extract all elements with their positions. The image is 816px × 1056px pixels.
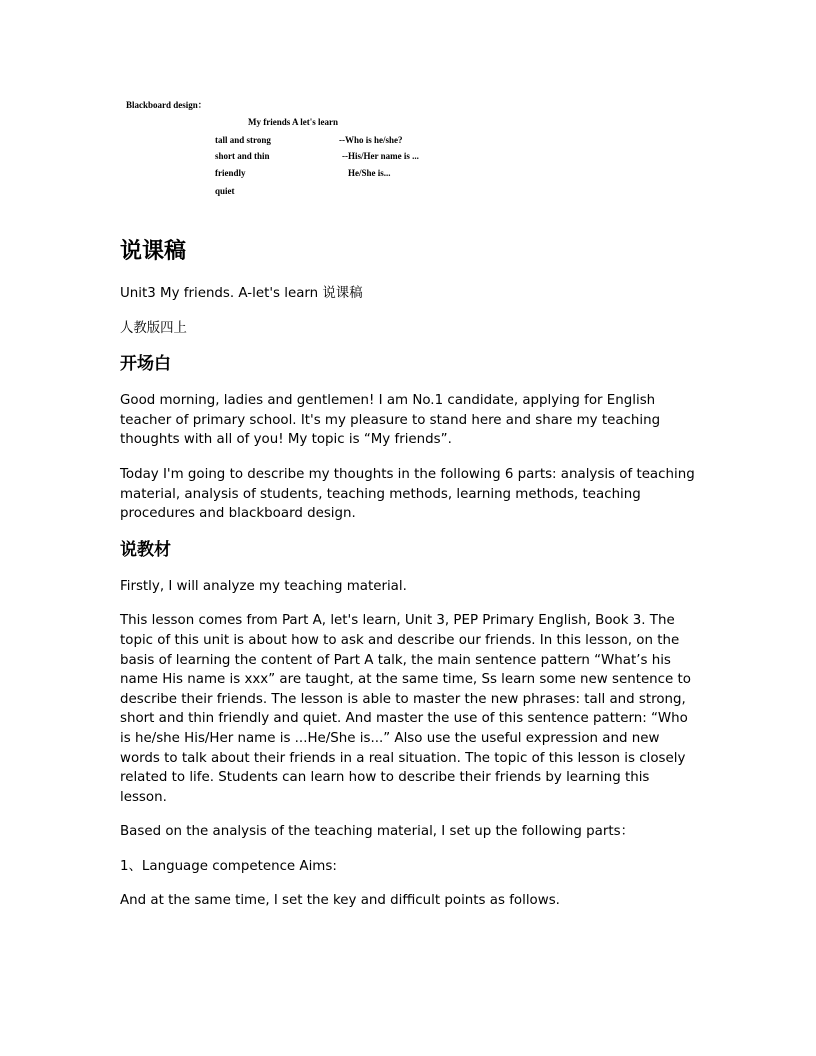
document-title: 说课稿 [120,239,187,264]
paragraph: Today I'm going to describe my thoughts in the following 6 parts: analysis of teaching material, analysis of students, teaching methods, learning methods, teaching procedures and blackboard design. [120,466,695,522]
blackboard-label: Blackboard design： [126,100,207,110]
blackboard-phrase: tall and strong [215,135,271,145]
blackboard-title: My friends A let's learn [248,117,338,127]
paragraph: Based on the analysis of the teaching material, I set up the following parts： [120,824,634,840]
paragraph: Firstly, I will analyze my teaching material. [120,578,407,594]
blackboard-phrase: short and thin [215,151,270,161]
blackboard-sentence: --His/Her name is ... [342,151,419,161]
document-body [120,230,700,926]
paragraph: Good morning, ladies and gentlemen! I am No.1 candidate, applying for English teacher of primary school. It's my pleasure to stand here and share my teaching thoughts with all of you! My topic is “My friends”. [120,393,661,448]
paragraph: And at the same time, I set the key and difficult points as follows. [120,893,560,909]
section-heading-material: 说教材 [120,539,171,560]
document-subtitle: Unit3 My friends. A-let's learn 说课稿 [120,286,363,301]
blackboard-sentence: --Who is he/she? [339,135,403,145]
blackboard-design-image [126,100,446,200]
blackboard-phrase: quiet [215,186,235,196]
paragraph: This lesson comes from Part A, let's learn, Unit 3, PEP Primary English, Book 3. The topic of this unit is about how to ask and describe our friends. In this lesson, on the basis of learning the content of Part A talk, the main sentence pattern “What’s his name His name is xxx” are taught, at the same time, Ss learn some new sentence to describe their friends. The lesson is able to master the new phrases: tall and strong, short and thin friendly and quiet. And master the use of this sentence pattern: “Who is he/she His/Her name is ...He/She is...” Also use the useful expression and new words to talk about their friends in a real situation. The topic of this lesson is closely related to life. Students can learn how to describe their friends by learning this lesson. [120,613,691,805]
edition-label: 人教版四上 [120,320,187,336]
blackboard-phrase: friendly [215,168,246,178]
list-item: 1、Language competence Aims: [120,858,337,874]
section-heading-opening: 开场白 [120,354,171,375]
blackboard-sentence: He/She is... [348,168,391,178]
